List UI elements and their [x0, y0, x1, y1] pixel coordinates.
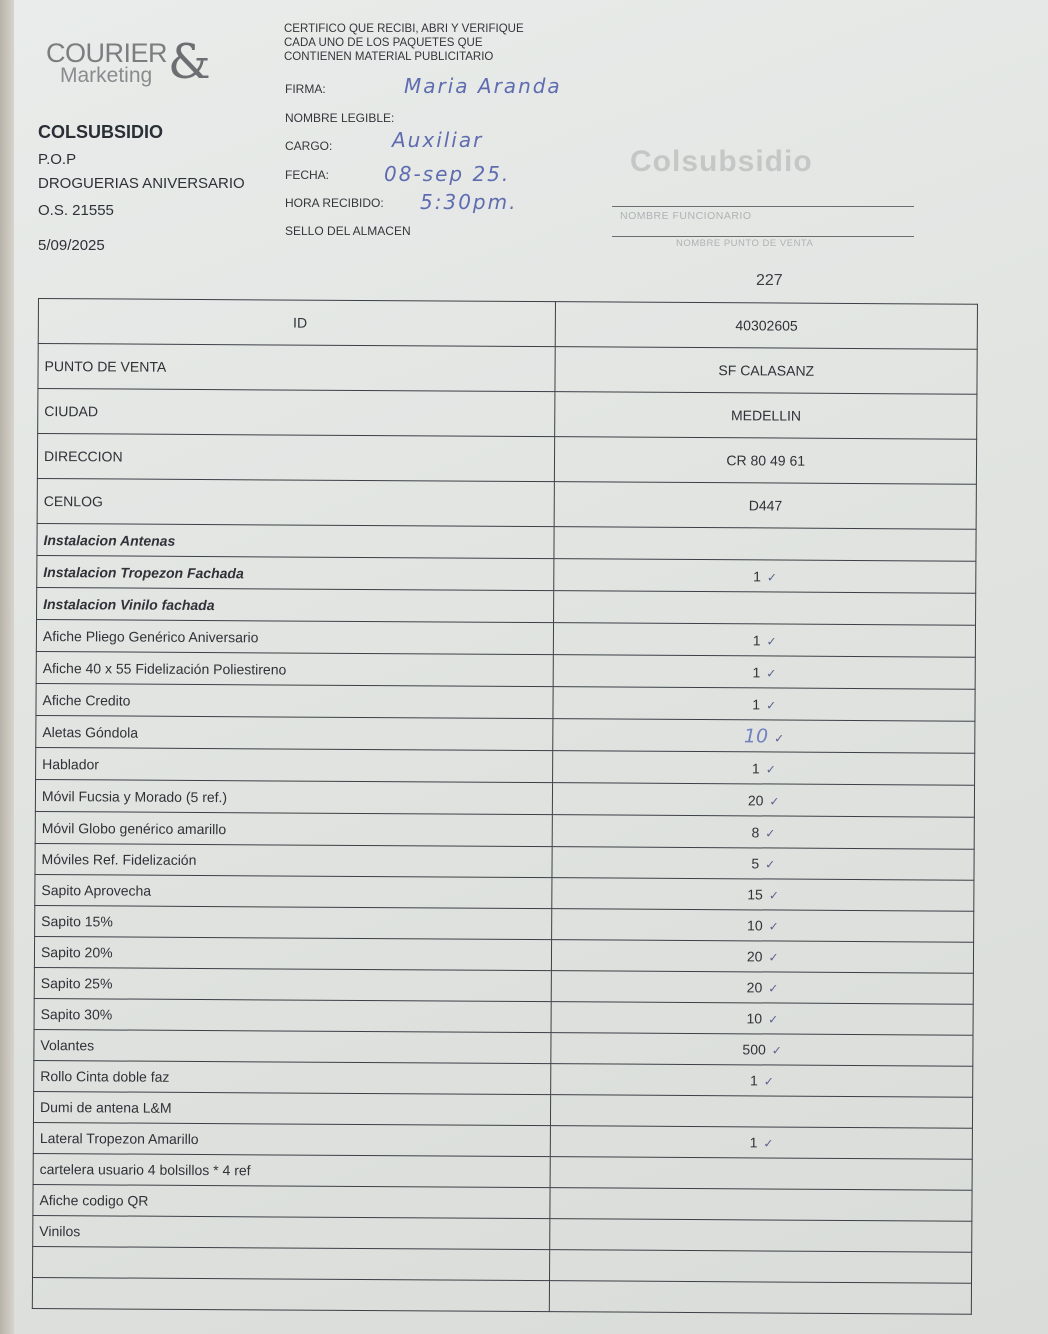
- stamp-divider: [612, 206, 914, 207]
- table-row: [37, 434, 976, 485]
- company-name: COLSUBSIDIO: [38, 122, 164, 142]
- item-quantity: 1: [752, 631, 761, 648]
- checkmark-icon: ✓: [768, 981, 779, 996]
- stamp-divider: [612, 236, 914, 237]
- punto-venta-label: NOMBRE PUNTO DE VENTA: [676, 238, 814, 249]
- checkmark-icon: ✓: [774, 731, 785, 746]
- item-label: Afiche Pliego Genérico Aniversario: [36, 619, 554, 654]
- firma-signature: Maria Aranda: [404, 74, 562, 98]
- item-label: Afiche 40 x 55 Fidelización Poliestireno: [36, 651, 554, 686]
- item-label: Sapito 15%: [35, 905, 553, 939]
- item-quantity: 15: [747, 886, 763, 903]
- table-body: [32, 299, 977, 1315]
- item-label: [32, 1277, 550, 1311]
- item-label: cartelera usuario 4 bolsillos * 4 ref: [33, 1153, 551, 1187]
- checkmark-icon: ✓: [765, 825, 776, 841]
- sello-label: SELLO DEL ALMACEN: [285, 224, 411, 238]
- item-quantity: 8: [751, 823, 760, 840]
- item-quantity-cell: [552, 878, 974, 912]
- funcionario-label: NOMBRE FUNCIONARIO: [620, 210, 752, 222]
- checkmark-icon: ✓: [766, 697, 777, 713]
- material-type: P.O.P: [38, 151, 77, 168]
- item-label: Dumi de antena L&M: [33, 1091, 551, 1125]
- checkmark-icon: ✓: [763, 1136, 774, 1151]
- firma-label: FIRMA:: [285, 82, 326, 96]
- ciudad-label: CIUDAD: [38, 389, 556, 437]
- ciudad-value: MEDELLIN: [555, 392, 977, 440]
- item-quantity-cell: [552, 940, 974, 974]
- form-number: 227: [756, 272, 783, 289]
- item-quantity: 5: [751, 855, 760, 872]
- item-quantity: 10: [747, 917, 763, 934]
- item-quantity-cell: [552, 971, 974, 1005]
- logo-line1: COURIER: [46, 38, 168, 68]
- item-quantity-cell: [554, 527, 976, 562]
- logo-line2: Marketing: [60, 64, 153, 87]
- item-label: Sapito 20%: [34, 936, 552, 970]
- checkmark-icon: ✓: [766, 633, 777, 649]
- store-stamp: Colsubsidio: [630, 145, 813, 178]
- direccion-label: DIRECCION: [37, 434, 555, 482]
- item-quantity: 1: [749, 1072, 758, 1089]
- item-quantity-cell: [551, 1095, 973, 1129]
- item-quantity-cell: [554, 623, 976, 658]
- checkmark-icon: ✓: [765, 857, 776, 872]
- fecha-value: 08-sep 25.: [384, 162, 511, 186]
- item-quantity: 10: [746, 1010, 763, 1027]
- nombre-legible-label: NOMBRE LEGIBLE:: [285, 111, 395, 125]
- campaign-name: DROGUERIAS ANIVERSARIO: [38, 175, 245, 192]
- item-label: Sapito 25%: [34, 967, 552, 1001]
- item-label: Móvil Fucsia y Morado (5 ref.): [35, 779, 553, 814]
- checkmark-icon: ✓: [768, 950, 779, 965]
- item-label: Móvil Globo genérico amarillo: [35, 811, 553, 846]
- certification-line: CERTIFICO QUE RECIBI, ABRI Y VERIFIQUE: [284, 23, 524, 35]
- item-label: Vinilos: [33, 1215, 551, 1249]
- item-label: Rollo Cinta doble faz: [34, 1060, 552, 1094]
- id-value: 40302605: [556, 302, 978, 350]
- item-quantity: 1: [749, 1134, 758, 1151]
- table-row: [38, 389, 977, 440]
- item-quantity-cell: [550, 1250, 972, 1284]
- cenlog-value: D447: [555, 482, 977, 530]
- table-row: [37, 478, 976, 529]
- item-quantity: 20: [746, 979, 763, 996]
- hora-label: HORA RECIBIDO:: [285, 196, 384, 210]
- item-label: Móviles Ref. Fidelización: [35, 843, 553, 877]
- item-quantity-cell: [551, 1126, 973, 1160]
- punto-venta-value: SF CALASANZ: [555, 347, 977, 395]
- item-quantity-cell: [551, 1064, 973, 1098]
- item-label: Hablador: [36, 747, 554, 782]
- item-quantity-cell: [553, 751, 975, 786]
- order-date: 5/09/2025: [38, 237, 105, 254]
- id-label: ID: [38, 299, 556, 347]
- fecha-label: FECHA:: [285, 168, 330, 182]
- hora-value: 5:30pm.: [420, 190, 518, 214]
- item-label: Instalacion Tropezon Fachada: [37, 555, 555, 590]
- item-quantity-cell: [550, 1188, 972, 1222]
- checkmark-icon: ✓: [765, 761, 776, 777]
- item-label: Afiche codigo QR: [33, 1184, 551, 1218]
- item-quantity: 500: [742, 1041, 766, 1058]
- item-quantity-cell: [551, 1157, 973, 1191]
- checkmark-icon: ✓: [763, 1074, 774, 1089]
- item-quantity: 1: [752, 695, 761, 712]
- item-label: Sapito 30%: [34, 998, 552, 1032]
- item-quantity-cell: [553, 687, 975, 722]
- background-edge: [0, 0, 14, 1334]
- item-label: Aletas Góndola: [36, 715, 554, 750]
- item-quantity-cell: [551, 1033, 973, 1067]
- item-label: Sapito Aprovecha: [35, 874, 553, 908]
- checkmark-icon: ✓: [769, 793, 780, 809]
- item-quantity: 1: [752, 663, 761, 680]
- certification-text: [284, 22, 524, 64]
- cenlog-label: CENLOG: [37, 478, 555, 526]
- direccion-value: CR 80 49 61: [555, 437, 977, 485]
- item-quantity: 20: [746, 948, 763, 965]
- item-quantity: 20: [747, 791, 764, 808]
- item-quantity-cell: [554, 559, 976, 594]
- table-row: [32, 1277, 971, 1314]
- checkmark-icon: ✓: [766, 665, 777, 681]
- item-quantity-cell: [553, 783, 975, 818]
- item-label: [33, 1246, 551, 1280]
- logo-ampersand: &: [168, 34, 211, 90]
- item-quantity-cell: [554, 591, 976, 626]
- item-quantity: 1: [753, 567, 761, 584]
- cargo-value: Auxiliar: [392, 128, 484, 152]
- delivery-items-table: [32, 298, 978, 1315]
- checkmark-icon: ✓: [766, 569, 778, 585]
- checkmark-icon: ✓: [768, 888, 779, 903]
- item-label: Afiche Credito: [36, 683, 554, 718]
- order-number: O.S. 21555: [38, 202, 114, 219]
- checkmark-icon: ✓: [768, 1012, 779, 1027]
- item-quantity-cell: [550, 1219, 972, 1253]
- item-quantity-cell: [552, 847, 974, 881]
- item-label: Lateral Tropezon Amarillo: [33, 1122, 551, 1156]
- courier-marketing-logo: [46, 34, 216, 94]
- punto-venta-label-cell: PUNTO DE VENTA: [38, 344, 556, 392]
- item-quantity-cell: [554, 655, 976, 690]
- item-quantity: 10: [743, 724, 769, 747]
- item-quantity: 1: [751, 759, 760, 776]
- item-quantity-cell: [553, 815, 975, 850]
- item-label: Instalacion Antenas: [37, 523, 555, 558]
- item-label: Volantes: [34, 1029, 552, 1063]
- item-label: Instalacion Vinilo fachada: [37, 587, 555, 622]
- table-row: [38, 344, 977, 395]
- item-quantity-cell: [552, 909, 974, 943]
- item-quantity-cell: [553, 719, 975, 754]
- cargo-label: CARGO:: [285, 139, 333, 153]
- checkmark-icon: ✓: [771, 1043, 782, 1058]
- item-quantity-cell: [550, 1281, 972, 1315]
- certification-line: CONTIENEN MATERIAL PUBLICITARIO: [284, 51, 494, 63]
- certification-line: CADA UNO DE LOS PAQUETES QUE: [284, 37, 483, 49]
- item-quantity-cell: [551, 1002, 973, 1036]
- table-row: [38, 299, 977, 350]
- checkmark-icon: ✓: [768, 919, 779, 934]
